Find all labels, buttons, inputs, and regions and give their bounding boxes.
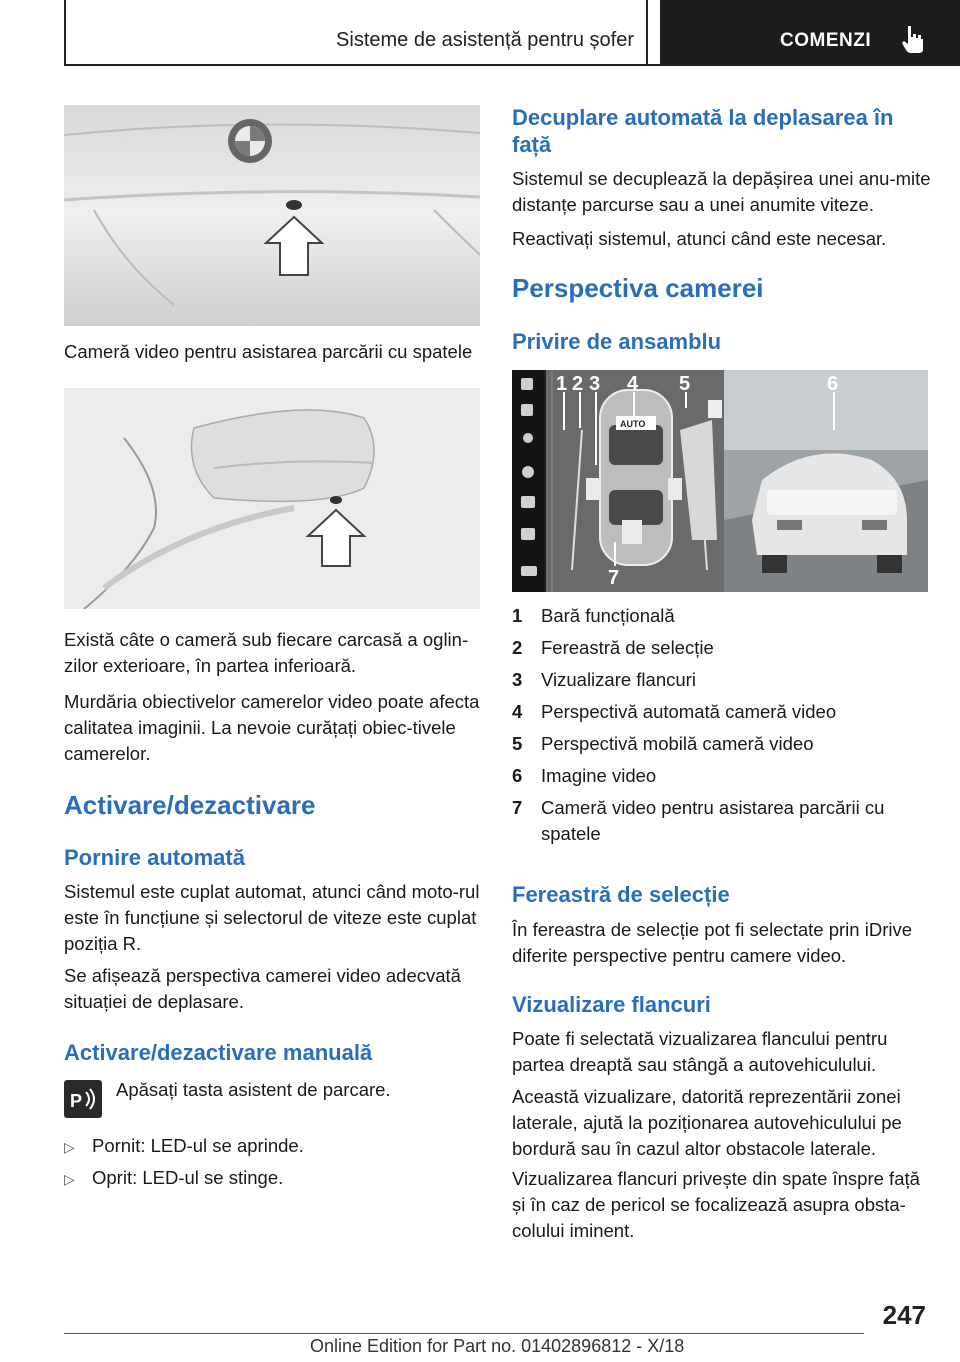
triangle-bullet-icon: ▷: [64, 1139, 75, 1155]
legend-item: 5 Perspectivă mobilă cameră video: [512, 733, 814, 754]
chapter-tab-label: COMENZI: [780, 30, 872, 51]
header-rule: [64, 64, 960, 66]
hand-pointer-icon: [900, 24, 926, 54]
legend-item: 3 Vizualizare flancuri: [512, 669, 696, 690]
mirror-camera-image: [64, 388, 480, 609]
bullet-on: ▷ Pornit: LED-ul se aprinde.: [64, 1133, 304, 1160]
footer-rule: [64, 1333, 864, 1334]
flank-text-1: Poate fi selectată vizualizarea flancului pentru partea dreaptă sau stângă a autovehiculului.: [512, 1028, 888, 1075]
mirror-camera-text: Există câte o cameră sub fiecare carcasă a oglin-zilor exterioare, în partea inferioară.: [64, 629, 469, 676]
legend-item: 1 Bară funcțională: [512, 605, 675, 626]
heading-camera-view: Perspectiva camerei: [512, 273, 764, 303]
rear-camera-image: [64, 105, 480, 326]
legend-list: [512, 603, 932, 853]
bullet-off: ▷ Oprit: LED-ul se stinge.: [64, 1165, 283, 1192]
camera-dirt-text: Murdăria obiectivelor camerelor video poate afecta calitatea imaginii. La nevoie curățați obiec-tivele camerelor.: [64, 691, 480, 764]
legend-item: 2 Fereastră de selecție: [512, 637, 714, 658]
selection-text: În fereastra de selecție pot fi selectate prin iDrive diferite perspective pentru camere video.: [512, 919, 912, 966]
screen-label-2: 2: [572, 373, 584, 395]
disengage-text-2: Reactivați sistemul, atunci când este necesar.: [512, 228, 887, 249]
manual-text: Apăsați tasta asistent de parcare.: [116, 1079, 391, 1100]
header-section-box: [64, 0, 648, 64]
chapter-tab[interactable]: [660, 0, 960, 64]
heading-flank-view: Vizualizare flancuri: [512, 992, 711, 1017]
auto-start-text-2: Se afișează perspectiva camerei video adecvată situației de deplasare.: [64, 965, 461, 1012]
heading-activation: Activare/dezactivare: [64, 790, 316, 820]
legend-item: 6 Imagine video: [512, 765, 657, 786]
screen-label-5: 5: [679, 373, 691, 395]
heading-overview: Privire de ansamblu: [512, 329, 722, 354]
heading-manual: Activare/dezactivare manuală: [64, 1040, 373, 1065]
triangle-bullet-icon: ▷: [64, 1171, 75, 1187]
flank-text-3: Vizualizarea flancuri privește din spate înspre față și în caz de pericol se focalizează asupra obsta-colului iminent.: [512, 1168, 920, 1241]
screen-label-1: 1: [556, 373, 568, 395]
disengage-text-1: Sistemul se decuplează la depășirea unei anu-mite distanțe parcurse sau a unei anumite viteze.: [512, 168, 931, 215]
auto-badge-label: AUTO: [620, 419, 646, 429]
auto-start-text-1: Sistemul este cuplat automat, atunci când moto-rul este în funcțiune și selectorul de viteze este cuplat poziția R.: [64, 881, 480, 954]
page-number: 247: [882, 1300, 926, 1330]
camera-screen-image: [512, 370, 928, 592]
heading-selection-window: Fereastră de selecție: [512, 882, 730, 907]
legend-item: 4 Perspectivă automată cameră video: [512, 701, 837, 722]
rear-camera-caption: Cameră video pentru asistarea parcării cu spatele: [64, 341, 473, 362]
screen-label-3: 3: [589, 373, 601, 395]
heading-auto-start: Pornire automată: [64, 845, 245, 870]
flank-text-2: Această vizualizare, datorită reprezentării zonei laterale, ajută la poziționarea autovehiculului pe bordură sau în cazul altor obstacole laterale.: [512, 1086, 902, 1159]
screen-label-6: 6: [827, 373, 839, 395]
park-assist-button-icon: [64, 1080, 102, 1118]
screen-label-4: 4: [627, 373, 639, 395]
heading-auto-disengage: Decuplare automată la deplasarea în față: [512, 105, 894, 157]
edition-text: Online Edition for Part no. 01402896812 - X/18: [310, 1336, 685, 1356]
legend-item: 7 Cameră video pentru asistarea parcării cu spatele: [512, 797, 885, 844]
screen-label-7: 7: [608, 567, 620, 589]
svg-text:P: P: [70, 1091, 83, 1111]
section-title: Sisteme de asistență pentru șofer: [336, 29, 634, 51]
